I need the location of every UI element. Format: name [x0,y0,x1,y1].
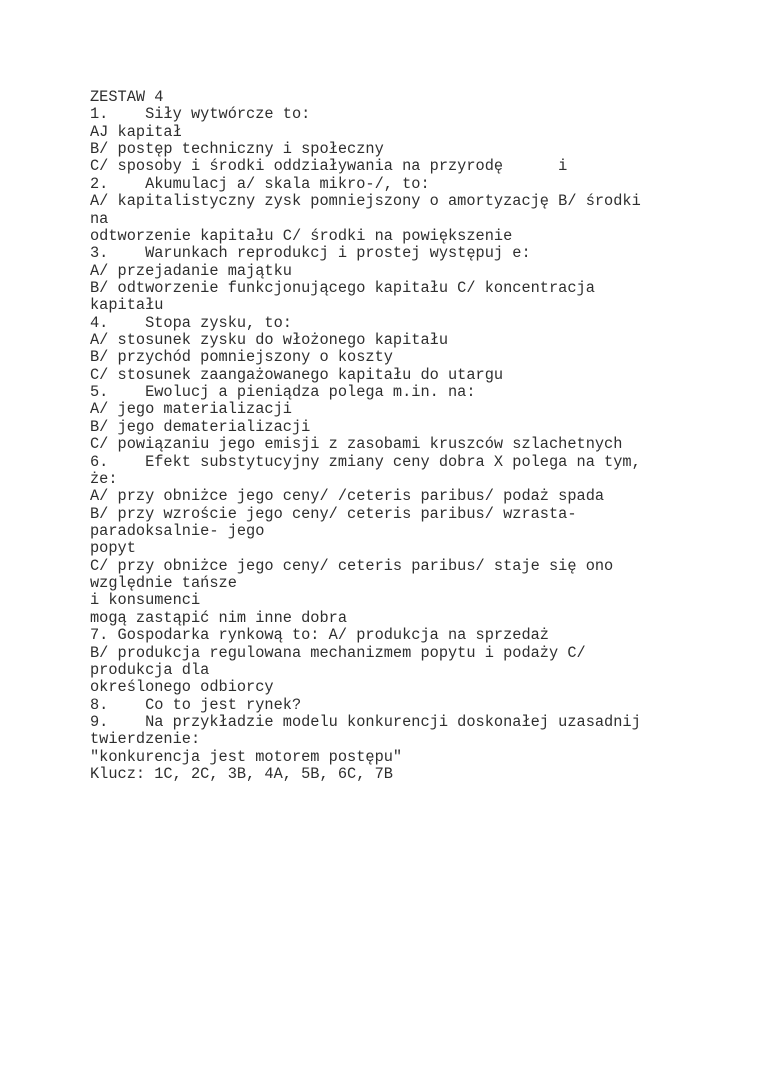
text-line: 8. Co to jest rynek? [90,695,302,714]
text-line: popyt [90,539,136,558]
text-line: A/ jego materializacji [90,400,292,419]
text-line: C/ stosunek zaangażowanego kapitału do utargu [90,365,504,384]
text-line: i konsumenci [90,591,201,610]
text-line: względnie tańsze [90,574,237,593]
text-line: odtworzenie kapitału C/ środki na powiększenie [90,226,513,245]
text-line: B/ odtworzenie funkcjonującego kapitału C/ koncentracja [90,278,595,297]
text-line: B/ jego dematerializacji [90,417,311,436]
text-line: 9. Na przykładzie modelu konkurencji doskonałej uzasadnij [90,712,641,731]
text-line: mogą zastąpić nim inne dobra [90,608,348,627]
document-title: ZESTAW 4 [90,88,164,106]
text-line: B/ postęp techniczny i społeczny [90,140,384,159]
text-line: 3. Warunkach reprodukcj i prostej występuj e: [90,244,531,263]
text-line: Klucz: 1C, 2C, 3B, 4A, 5B, 6C, 7B [90,765,393,784]
text-line: kapitału [90,296,164,315]
text-line: B/ produkcja regulowana mechanizmem popytu i podaży C/ [90,643,586,662]
text-line: C/ przy obniżce jego ceny/ ceteris paribus/ staje się ono [90,556,614,575]
text-line: 7. Gospodarka rynkową to: A/ produkcja na sprzedaż [90,626,549,645]
text-line: że: [90,469,118,488]
text-line: B/ przychód pomniejszony o koszty [90,348,393,367]
text-line: 2. Akumulacj a/ skala mikro-/, to: [90,174,430,193]
text-line: A/ przy obniżce jego ceny/ /ceteris paribus/ podaż spada [90,487,605,506]
text-line: 4. Stopa zysku, to: [90,313,292,332]
text-line: twierdzenie: [90,730,201,749]
text-line: produkcja dla [90,660,210,679]
text-line: 5. Ewolucj a pieniądza polega m.in. na: [90,383,476,402]
text-line: AJ kapitał [90,122,182,141]
text-line: określonego odbiorcy [90,678,274,697]
text-line: na [90,209,109,228]
text-line: 6. Efekt substytucyjny zmiany ceny dobra X polega na tym, [90,452,641,471]
text-line: paradoksalnie- jego [90,521,265,540]
text-line: B/ przy wzroście jego ceny/ ceteris paribus/ wzrasta- [90,504,577,523]
text-line: 1. Siły wytwórcze to: [90,105,311,124]
text-line: A/ stosunek zysku do włożonego kapitału [90,331,449,350]
document-body [90,89,641,783]
text-line: C/ powiązaniu jego emisji z zasobami kruszców szlachetnych [90,435,623,454]
text-line: A/ przejadanie majątku [90,261,292,280]
text-line: C/ sposoby i środki oddziaływania na przyrodę i [90,157,568,176]
text-line: "konkurencja jest motorem postępu" [90,747,403,766]
text-line: A/ kapitalistyczny zysk pomniejszony o amortyzację B/ środki [90,192,641,211]
